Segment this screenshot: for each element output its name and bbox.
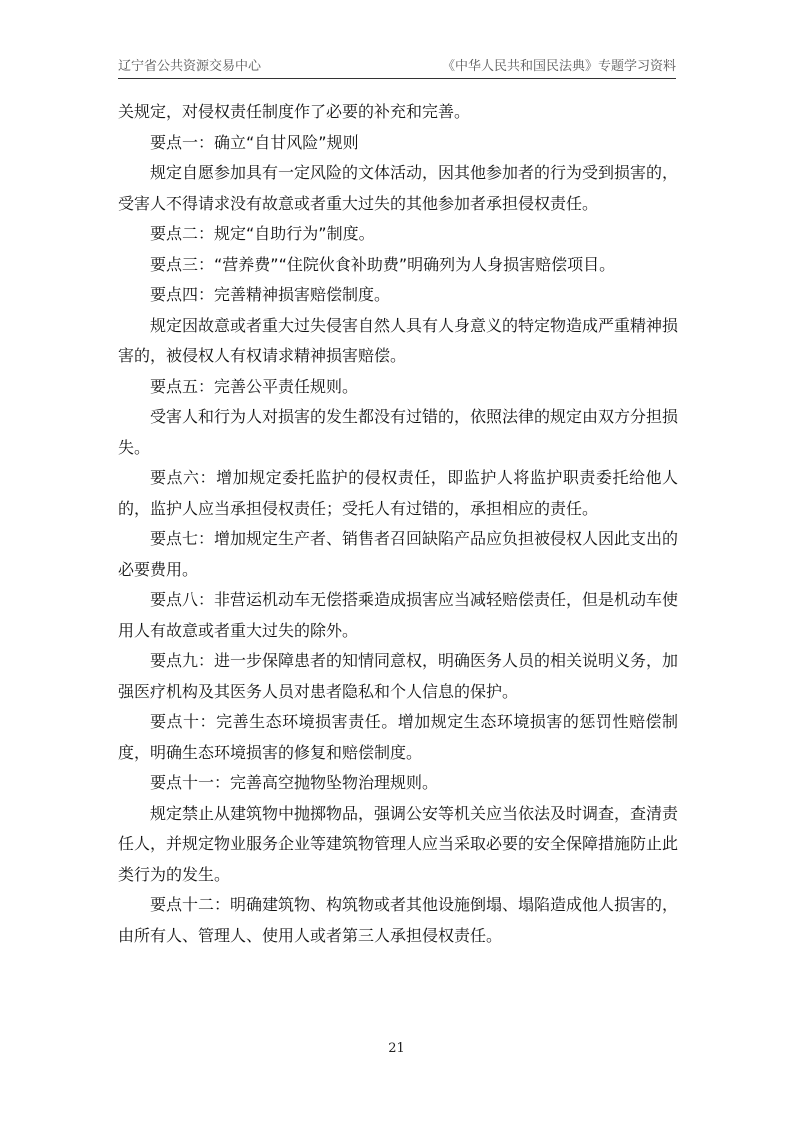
point-1-body: 规定自愿参加具有一定风险的文体活动，因其他参加者的行为受到损害的，受害人不得请求没有故意或者重大过失的其他参加者承担侵权责任。 bbox=[118, 163, 679, 213]
page-header bbox=[118, 55, 676, 75]
header-organization: 辽宁省公共资源交易中心 bbox=[118, 59, 262, 74]
point-10-paragraph: 要点十：完善生态环境损害责任。增加规定生态环境损害的惩罚性赔偿制度，明确生态环境损害的修复和赔偿制度。 bbox=[118, 712, 678, 762]
point-2-heading: 要点二：规定“自助行为”制度。 bbox=[150, 224, 375, 243]
point-1-heading: 要点一：确立“自甘风险”规则 bbox=[150, 132, 359, 152]
document-body bbox=[118, 97, 678, 951]
point-11-body: 规定禁止从建筑物中抛掷物品，强调公安等机关应当依法及时调查，查清责任人，并规定物业服务企业等建筑物管理人应当采取必要的安全保障措施防止此类行为的发生。 bbox=[118, 803, 679, 884]
header-divider bbox=[118, 78, 676, 79]
point-9-paragraph: 要点九：进一步保障患者的知情同意权，明确医务人员的相关说明义务，加强医疗机构及其医务人员对患者隐私和个人信息的保护。 bbox=[118, 651, 679, 701]
header-document-title: 《中华人民共和国民法典》专题学习资料 bbox=[441, 59, 676, 74]
point-8-paragraph: 要点八：非营运机动车无偿搭乘造成损害应当减轻赔偿责任，但是机动车使用人有故意或者重大过失的除外。 bbox=[118, 590, 679, 640]
point-7-paragraph: 要点七：增加规定生产者、销售者召回缺陷产品应负担被侵权人因此支出的必要费用。 bbox=[118, 529, 679, 579]
point-12-paragraph: 要点十二：明确建筑物、构筑物或者其他设施倒塌、塌陷造成他人损害的，由所有人、管理人、使用人或者第三人承担侵权责任。 bbox=[118, 895, 679, 945]
point-4-body: 规定因故意或者重大过失侵害自然人具有人身意义的特定物造成严重精神损害的，被侵权人有权请求精神损害赔偿。 bbox=[118, 315, 679, 365]
point-5-body: 受害人和行为人对损害的发生都没有过错的，依照法律的规定由双方分担损失。 bbox=[118, 407, 679, 457]
point-4-heading: 要点四：完善精神损害赔偿制度。 bbox=[150, 285, 391, 304]
point-6-paragraph: 要点六：增加规定委托监护的侵权责任，即监护人将监护职责委托给他人的，监护人应当承担侵权责任；受托人有过错的，承担相应的责任。 bbox=[118, 468, 678, 518]
point-5-heading: 要点五：完善公平责任规则。 bbox=[150, 376, 359, 396]
paragraph-continuation: 关规定，对侵权责任制度作了必要的补充和完善。 bbox=[118, 102, 471, 121]
point-11-heading: 要点十一：完善高空抛物坠物治理规则。 bbox=[150, 773, 439, 792]
point-3-heading: 要点三：“营养费”“住院伙食补助费”明确列为人身损害赔偿项目。 bbox=[150, 254, 616, 274]
page-number: 21 bbox=[388, 1041, 405, 1056]
